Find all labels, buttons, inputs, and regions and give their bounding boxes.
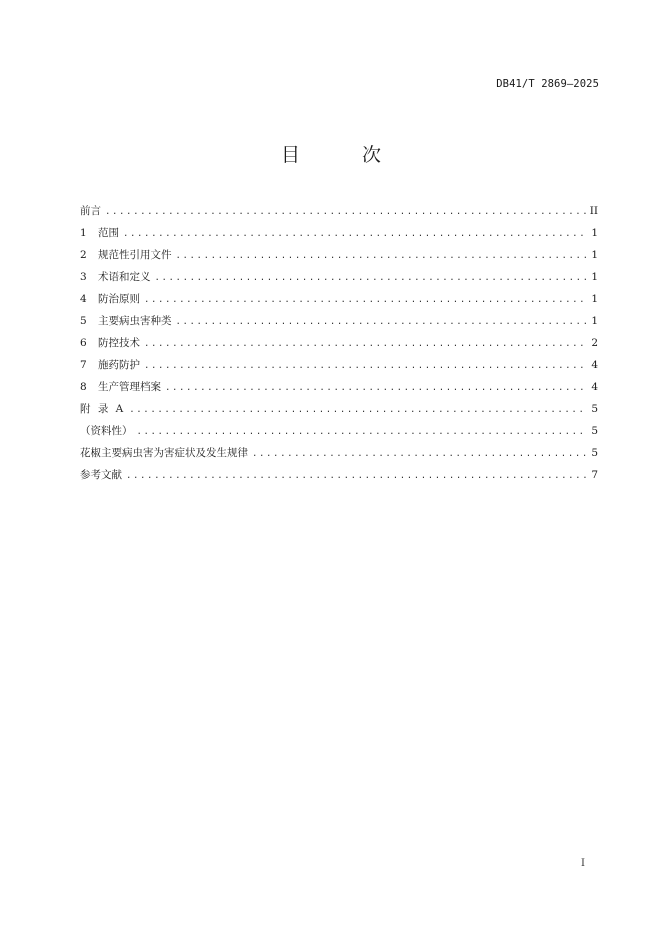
toc-entry-page: 5 (591, 403, 598, 415)
toc-entry-page: 2 (591, 337, 598, 349)
toc-entry-page: II (589, 205, 598, 217)
toc-entry-number: 4 (80, 293, 87, 305)
toc-entry-label: 花椒主要病虫害为害症状及发生规律 (80, 447, 248, 459)
toc-leader-dots (252, 443, 587, 465)
toc-entry-terms-definitions[interactable] (80, 266, 598, 288)
toc-entry-pest-species[interactable] (80, 310, 598, 332)
toc-entry-label: 附 录 A (80, 403, 126, 415)
toc-leader-dots (165, 377, 587, 399)
toc-leader-dots (144, 289, 587, 311)
toc-entry-appendix-title[interactable] (80, 442, 598, 464)
toc-entry-number: 6 (80, 337, 87, 349)
page-number: I (581, 858, 585, 869)
toc-entry-page: 1 (591, 271, 598, 283)
toc-entry-page: 4 (591, 381, 598, 393)
toc-leader-dots (176, 245, 588, 267)
toc-entry-label: 防治原则 (98, 293, 140, 305)
toc-entry-scope[interactable] (80, 222, 598, 244)
toc-entry-page: 1 (591, 249, 598, 261)
toc-entry-page: 1 (591, 315, 598, 327)
toc-entry-application-protection[interactable] (80, 354, 598, 376)
page-title: 目 次 (280, 144, 410, 166)
toc-entry-label: 施药防护 (98, 359, 140, 371)
toc-entry-number: 2 (80, 249, 87, 261)
toc-entry-number: 7 (80, 359, 87, 371)
toc-entry-appendix-informative[interactable] (80, 420, 598, 442)
toc-entry-label: 防控技术 (98, 337, 140, 349)
toc-entry-page: 7 (591, 469, 598, 481)
toc-entry-control-principles[interactable] (80, 288, 598, 310)
toc-entry-page: 5 (591, 447, 598, 459)
toc-entry-number: 3 (80, 271, 87, 283)
toc-entry-label: 范围 (98, 227, 119, 239)
toc-leader-dots (155, 267, 588, 289)
toc-entry-foreword[interactable] (80, 200, 598, 222)
toc-leader-dots (123, 223, 587, 245)
toc-entry-number: 5 (80, 315, 87, 327)
toc-entry-label: 规范性引用文件 (98, 249, 172, 261)
toc-entry-normative-references[interactable] (80, 244, 598, 266)
toc-entry-label: 主要病虫害种类 (98, 315, 172, 327)
toc-entry-page: 1 (591, 227, 598, 239)
toc-entry-label: （资料性） (80, 425, 133, 437)
document-code: DB41/T 2869—2025 (496, 78, 599, 90)
toc-leader-dots (126, 465, 587, 487)
toc-entry-label: 前言 (80, 205, 101, 217)
toc-entry-appendix-a[interactable] (80, 398, 598, 420)
toc-entry-label: 生产管理档案 (98, 381, 161, 393)
toc-entry-control-techniques[interactable] (80, 332, 598, 354)
toc-entry-page: 1 (591, 293, 598, 305)
toc-leader-dots (137, 421, 588, 443)
toc-entry-number: 8 (80, 381, 87, 393)
toc-leader-dots (176, 311, 588, 333)
toc-leader-dots (129, 399, 587, 421)
toc-entry-number: 1 (80, 227, 87, 239)
toc-leader-dots (105, 201, 586, 223)
toc-entry-page: 4 (591, 359, 598, 371)
toc-leader-dots (144, 333, 587, 355)
table-of-contents (80, 200, 598, 486)
toc-entry-bibliography[interactable] (80, 464, 598, 486)
toc-entry-page: 5 (591, 425, 598, 437)
toc-leader-dots (144, 355, 587, 377)
toc-entry-label: 术语和定义 (98, 271, 151, 283)
toc-entry-label: 参考文献 (80, 469, 122, 481)
toc-entry-production-records[interactable] (80, 376, 598, 398)
